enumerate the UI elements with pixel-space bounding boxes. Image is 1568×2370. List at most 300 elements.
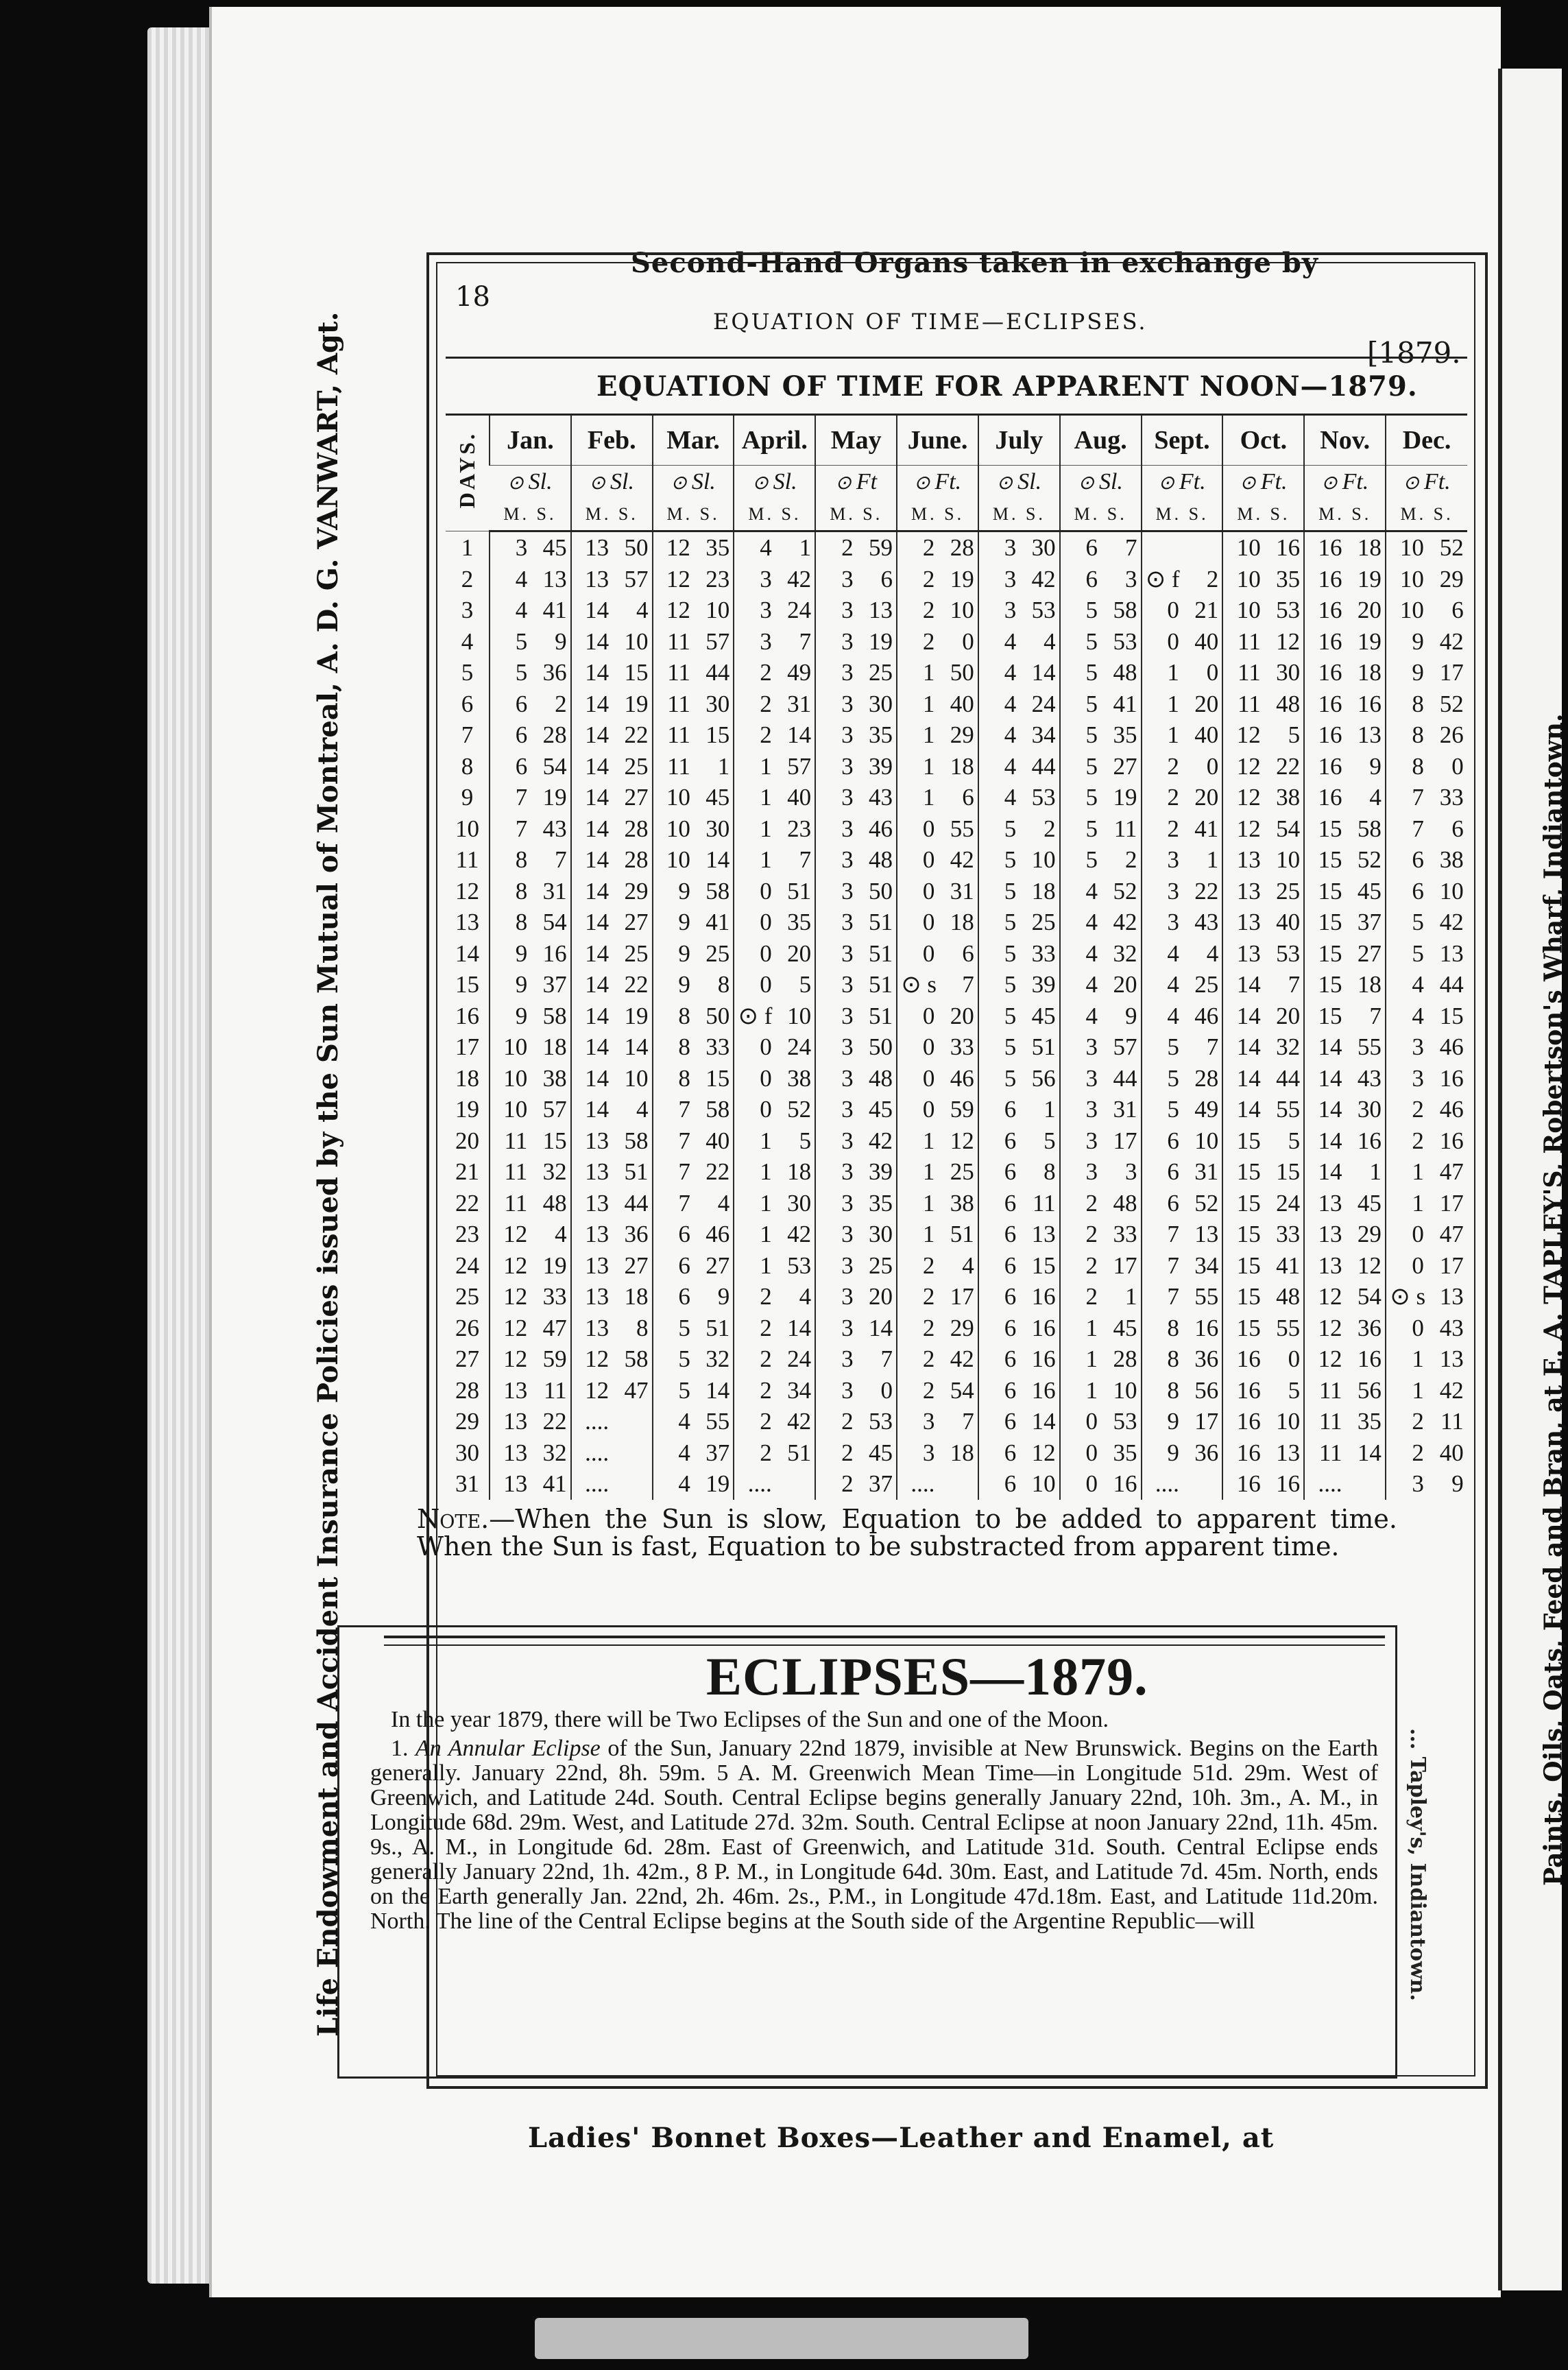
seconds-value: 28 (542, 721, 567, 749)
minutes-value: 2 (922, 1376, 935, 1404)
minutes-value: 12 (1236, 784, 1261, 811)
table-row (446, 1375, 1467, 1407)
seconds-value: 51 (787, 1439, 812, 1466)
seconds-value: 56 (1194, 1376, 1219, 1404)
seconds-value: 4 (636, 1096, 649, 1123)
minutes-value: 3 (1085, 1158, 1098, 1186)
seconds-value: 45 (1031, 1002, 1056, 1029)
equation-cell (571, 1063, 653, 1094)
minutes-value: 4 (1085, 1002, 1098, 1029)
equation-cell (815, 751, 897, 782)
equation-cell (653, 938, 734, 970)
month-header: Feb. (571, 416, 653, 466)
day-cell: 23 (455, 1221, 479, 1248)
equation-cell (490, 689, 571, 720)
minutes-value: 15 (1236, 1314, 1261, 1341)
minutes-value: .... (585, 1470, 610, 1498)
equation-cell (897, 1468, 978, 1500)
minutes-value: 1 (1085, 1376, 1098, 1404)
minutes-value: 14 (585, 1002, 610, 1029)
equation-cell (978, 1437, 1060, 1469)
seconds-value: 35 (1357, 1408, 1382, 1435)
equation-cell (978, 1250, 1060, 1282)
seconds-value: 0 (962, 627, 974, 655)
equation-cell (978, 907, 1060, 938)
minutes-value: 15 (1318, 1002, 1342, 1029)
seconds-value: 37 (868, 1470, 893, 1498)
seconds-value: 10 (705, 597, 730, 624)
seconds-value: 10 (787, 1002, 812, 1029)
minutes-value: 9 (1412, 659, 1424, 686)
seconds-value: 39 (1031, 971, 1056, 998)
seconds-value: 51 (624, 1158, 649, 1186)
equation-cell (1060, 626, 1142, 658)
seconds-value: 13 (868, 597, 893, 624)
equation-cell (1060, 938, 1142, 970)
seconds-value: 10 (1276, 846, 1301, 874)
sun-status-header (815, 466, 897, 499)
equation-cell (571, 1375, 653, 1407)
equation-cell (897, 531, 978, 564)
minutes-value: 2 (760, 721, 772, 749)
minutes-value: 0 (760, 1064, 772, 1092)
equation-cell (490, 1219, 571, 1250)
seconds-value: 5 (799, 971, 812, 998)
equation-cell (1386, 1375, 1467, 1407)
minutes-value: 3 (841, 1283, 854, 1310)
seconds-value: 51 (868, 971, 893, 998)
minutes-value: 11 (1318, 1376, 1342, 1404)
minutes-value: 14 (1236, 1064, 1261, 1092)
seconds-value: 1 (1124, 1283, 1137, 1310)
seconds-value: 59 (542, 1345, 567, 1373)
equation-cell (1142, 1188, 1223, 1219)
minutes-value: 3 (841, 597, 854, 624)
minutes-value: 5 (1004, 1033, 1017, 1061)
minutes-value: 5 (1004, 815, 1017, 842)
sun-icon: ⊙ (589, 472, 610, 494)
minutes-value: 5 (1085, 721, 1098, 749)
seconds-value: 32 (1113, 939, 1137, 967)
minutes-value: 3 (841, 1002, 854, 1029)
month-header: April. (734, 416, 815, 466)
seconds-value: 10 (1439, 877, 1464, 905)
seconds-value: 13 (1357, 721, 1382, 749)
equation-cell (1222, 1031, 1304, 1063)
seconds-value: 10 (624, 1064, 649, 1092)
seconds-value: 52 (1439, 534, 1464, 562)
equation-cell (1304, 1468, 1386, 1500)
equation-cell (897, 1437, 978, 1469)
equation-cell (653, 719, 734, 751)
equation-cell (978, 1188, 1060, 1219)
seconds-value: 48 (1276, 1283, 1301, 1310)
equation-cell (1304, 1031, 1386, 1063)
seconds-value: 35 (868, 1189, 893, 1217)
seconds-value: 39 (868, 752, 893, 780)
minutes-value: 10 (1236, 534, 1261, 562)
minutes-value: 0 (922, 815, 935, 842)
seconds-value: 52 (787, 1096, 812, 1123)
day-cell: 15 (455, 971, 479, 998)
minutes-value: 2 (841, 1470, 854, 1498)
minutes-value: 5 (1085, 752, 1098, 780)
seconds-value: 22 (542, 1408, 567, 1435)
seconds-value: 9 (1451, 1470, 1464, 1498)
minutes-value: 0 (1085, 1408, 1098, 1435)
minutes-value: 2 (922, 1283, 935, 1310)
seconds-value: 15 (542, 1127, 567, 1154)
seconds-value: 33 (1439, 784, 1464, 811)
minutes-value: 8 (1412, 721, 1424, 749)
seconds-value: 40 (1194, 627, 1219, 655)
seconds-value: 15 (624, 659, 649, 686)
minutes-value: 0 (1412, 1252, 1424, 1279)
equation-cell (1142, 1468, 1223, 1500)
minutes-value: 7 (1167, 1221, 1179, 1248)
minutes-value: 1 (922, 721, 935, 749)
minutes-value: 15 (1236, 1127, 1261, 1154)
seconds-value: 55 (950, 815, 974, 842)
equation-cell (734, 595, 815, 626)
equation-cell (1304, 1125, 1386, 1157)
seconds-value: 2 (1044, 815, 1056, 842)
seconds-value: 53 (1113, 1408, 1137, 1435)
seconds-value: 20 (1194, 784, 1219, 811)
minutes-value: 11 (504, 1127, 528, 1154)
seconds-value: 57 (542, 1096, 567, 1123)
table-row (446, 1406, 1467, 1437)
minutes-value: 3 (841, 690, 854, 717)
sun-status-header (1222, 466, 1304, 499)
minutes-value: 3 (841, 877, 854, 905)
minutes-value: 10 (1236, 565, 1261, 592)
seconds-value: 59 (868, 534, 893, 562)
seconds-value: 19 (1113, 784, 1137, 811)
sun-icon: ⊙ (671, 472, 692, 494)
equation-cell (815, 1001, 897, 1032)
minutes-value: 14 (585, 721, 610, 749)
day-cell: 13 (455, 909, 479, 936)
seconds-value: 41 (1113, 690, 1137, 717)
seconds-value: 10 (1031, 1470, 1056, 1498)
equation-cell (897, 1031, 978, 1063)
eclipse-item (370, 1736, 1378, 1934)
equation-cell (1304, 1250, 1386, 1282)
minutes-value: 4 (678, 1439, 690, 1466)
day-cell: 6 (461, 690, 474, 717)
seconds-value: 33 (950, 1033, 974, 1061)
equation-cell (1222, 1281, 1304, 1313)
equation-cell (571, 1125, 653, 1157)
seconds-value: 18 (950, 909, 974, 936)
minutes-value: 11 (1238, 690, 1261, 717)
minutes-value: 14 (585, 939, 610, 967)
minutes-value: 5 (1085, 627, 1098, 655)
minutes-value: 2 (760, 1314, 772, 1341)
equation-cell (815, 1343, 897, 1375)
minutes-value: 5 (1167, 1064, 1179, 1092)
equation-cell (1222, 626, 1304, 658)
equation-cell (897, 719, 978, 751)
minutes-value: 10 (666, 846, 690, 874)
table-row (446, 657, 1467, 689)
seconds-value: 13 (1276, 1439, 1301, 1466)
equation-cell (897, 844, 978, 876)
seconds-value: 0 (1288, 1345, 1301, 1373)
seconds-value: 48 (1276, 690, 1301, 717)
equation-cell (734, 657, 815, 689)
minutes-value: 13 (585, 1158, 610, 1186)
equation-cell (897, 907, 978, 938)
equation-cell (978, 564, 1060, 595)
seconds-value: 14 (705, 1376, 730, 1404)
equation-cell (815, 657, 897, 689)
minutes-value: 1 (922, 752, 935, 780)
equation-cell (897, 1001, 978, 1032)
seconds-value: 36 (624, 1221, 649, 1248)
minutes-value: 15 (1318, 815, 1342, 842)
table-row (446, 626, 1467, 658)
seconds-value: 46 (868, 815, 893, 842)
minutes-value: 10 (1399, 565, 1424, 592)
equation-cell (978, 1125, 1060, 1157)
equation-cell (815, 1125, 897, 1157)
seconds-value: 10 (624, 627, 649, 655)
equation-cell (571, 626, 653, 658)
sun-icon: ⊙ (1403, 472, 1424, 494)
minutes-value: 16 (1318, 565, 1342, 592)
equation-cell (571, 1031, 653, 1063)
minutes-value: 2 (760, 1376, 772, 1404)
equation-cell (653, 1125, 734, 1157)
minutes-value: 7 (1167, 1283, 1179, 1310)
seconds-value: 16 (1276, 1470, 1301, 1498)
equation-cell (571, 1001, 653, 1032)
equation-cell (490, 782, 571, 813)
minutes-value: 6 (1085, 534, 1098, 562)
equation-cell (1222, 1437, 1304, 1469)
minutes-value: 4 (1167, 1002, 1179, 1029)
equation-cell (1222, 1313, 1304, 1344)
minutes-value: 9 (1412, 627, 1424, 655)
seconds-value: 13 (542, 565, 567, 592)
equation-cell (1386, 564, 1467, 595)
seconds-value: 19 (624, 1002, 649, 1029)
minutes-value: 15 (1318, 971, 1342, 998)
seconds-value: 3 (1124, 1158, 1137, 1186)
seconds-value: 36 (1194, 1345, 1219, 1373)
seconds-value: 30 (868, 1221, 893, 1248)
seconds-value: 53 (1031, 784, 1056, 811)
equation-cell (978, 719, 1060, 751)
equation-cell (1304, 1219, 1386, 1250)
minutes-value: 11 (667, 752, 690, 780)
table-row (446, 1250, 1467, 1282)
minutes-value: 6 (1004, 1096, 1017, 1123)
equation-cell (571, 938, 653, 970)
equation-cell (978, 1406, 1060, 1437)
seconds-value: 31 (950, 877, 974, 905)
sun-status-label: Ft. (934, 469, 962, 494)
seconds-value: 42 (787, 1221, 812, 1248)
minutes-value: 10 (666, 815, 690, 842)
minutes-value: 6 (1004, 1221, 1017, 1248)
equation-cell (815, 1219, 897, 1250)
equation-cell (653, 1468, 734, 1500)
seconds-value: 35 (787, 909, 812, 936)
table-row (446, 907, 1467, 938)
minutes-value: 1 (760, 1252, 772, 1279)
minutes-seconds-header: M. S. (978, 499, 1060, 531)
seconds-value: 20 (868, 1283, 893, 1310)
equation-cell (897, 1094, 978, 1125)
equation-cell (1386, 969, 1467, 1001)
seconds-value: 35 (1276, 565, 1301, 592)
sun-status-header (571, 466, 653, 499)
minutes-value: 1 (760, 752, 772, 780)
minutes-value: 5 (678, 1345, 690, 1373)
seconds-value: 13 (1031, 1221, 1056, 1248)
table-row (446, 1468, 1467, 1500)
equation-cell (571, 689, 653, 720)
equation-cell (734, 1156, 815, 1188)
minutes-value: 3 (841, 1064, 854, 1092)
minutes-value: 3 (1167, 877, 1179, 905)
minutes-value: 1 (922, 1221, 935, 1248)
equation-cell (897, 1188, 978, 1219)
equation-cell (1060, 1094, 1142, 1125)
minutes-value: 4 (678, 1408, 690, 1435)
equation-cell (978, 626, 1060, 658)
minutes-value: 1 (922, 784, 935, 811)
seconds-value: 57 (1113, 1033, 1137, 1061)
minutes-value: 14 (585, 971, 610, 998)
minutes-value: 13 (585, 1314, 610, 1341)
equation-cell (490, 1094, 571, 1125)
seconds-value: 25 (868, 659, 893, 686)
minutes-value: 6 (678, 1221, 690, 1248)
equation-cell (1304, 813, 1386, 845)
seconds-value: 9 (1124, 1002, 1137, 1029)
equation-cell (1304, 1094, 1386, 1125)
seconds-value: 31 (787, 690, 812, 717)
equation-cell (571, 876, 653, 907)
seconds-value: 13 (1439, 1283, 1464, 1310)
minutes-value: 2 (922, 565, 935, 592)
equation-cell (571, 1156, 653, 1188)
minutes-value: 13 (585, 534, 610, 562)
seconds-value: 19 (624, 690, 649, 717)
sun-icon: ⊙ (996, 472, 1018, 494)
table-row (446, 564, 1467, 595)
equation-cell (490, 876, 571, 907)
equation-cell (978, 1031, 1060, 1063)
minutes-value: 11 (504, 1189, 528, 1217)
seconds-value: 58 (705, 877, 730, 905)
day-cell: 9 (461, 784, 474, 811)
minutes-value: 3 (760, 565, 772, 592)
minutes-value: 3 (841, 1158, 854, 1186)
minutes-value: 3 (760, 597, 772, 624)
seconds-value: 25 (705, 939, 730, 967)
minutes-value: 6 (1004, 1439, 1017, 1466)
seconds-value: 4 (555, 1221, 567, 1248)
equation-cell (815, 1156, 897, 1188)
equation-cell (815, 1406, 897, 1437)
equation-cell (653, 564, 734, 595)
equation-cell (653, 876, 734, 907)
equation-cell (1386, 1281, 1467, 1313)
equation-cell (1304, 626, 1386, 658)
equation-cell (1142, 969, 1223, 1001)
minutes-value: 2 (1167, 784, 1179, 811)
day-cell: 28 (455, 1376, 479, 1404)
minutes-value: 5 (1085, 815, 1098, 842)
equation-cell (653, 1343, 734, 1375)
equation-cell (1060, 1031, 1142, 1063)
bottom-advert: Ladies' Bonnet Boxes—Leather and Enamel, at (528, 2122, 1275, 2154)
seconds-value: 11 (1113, 815, 1137, 842)
day-cell: 29 (455, 1408, 479, 1435)
equation-cell (897, 657, 978, 689)
minutes-value: 4 (678, 1470, 690, 1498)
day-cell: 8 (461, 752, 474, 780)
minutes-value: 1 (922, 1127, 935, 1154)
equation-cell (897, 1156, 978, 1188)
seconds-value: 28 (1194, 1064, 1219, 1092)
seconds-value: 51 (950, 1221, 974, 1248)
minutes-value: 6 (1004, 1345, 1017, 1373)
equation-cell (734, 1437, 815, 1469)
minutes-value: 3 (841, 565, 854, 592)
minutes-value: 3 (841, 1345, 854, 1373)
minutes-value: 6 (1167, 1189, 1179, 1217)
minutes-value: 6 (678, 1283, 690, 1310)
seconds-value: 12 (1357, 1252, 1382, 1279)
running-head: EQUATION OF TIME—ECLIPSES. (713, 309, 1148, 335)
equation-cell (1386, 751, 1467, 782)
equation-cell (897, 813, 978, 845)
sun-icon: ⊙ (752, 472, 773, 494)
seconds-value: 17 (1439, 1252, 1464, 1279)
seconds-value: 19 (1357, 565, 1382, 592)
day-cell: 24 (455, 1252, 479, 1279)
minutes-value: 13 (1236, 909, 1261, 936)
sun-status-label: Ft (856, 469, 878, 494)
seconds-value: 10 (950, 597, 974, 624)
minutes-value: 7 (1412, 815, 1424, 842)
seconds-value: 55 (1276, 1096, 1301, 1123)
seconds-value: 16 (1439, 1064, 1464, 1092)
equation-cell (978, 1313, 1060, 1344)
equation-cell (1386, 1437, 1467, 1469)
seconds-value: 51 (868, 939, 893, 967)
seconds-value: 14 (1031, 1408, 1056, 1435)
equation-cell (1304, 969, 1386, 1001)
equation-cell (571, 813, 653, 845)
seconds-value: 4 (1206, 939, 1219, 967)
minutes-value: 4 (1004, 690, 1017, 717)
equation-cell (653, 813, 734, 845)
equation-cell (653, 595, 734, 626)
seconds-value: 47 (624, 1376, 649, 1404)
equation-cell (1222, 1375, 1304, 1407)
seconds-value: 33 (542, 1283, 567, 1310)
minutes-value: 16 (1318, 690, 1342, 717)
table-row (446, 719, 1467, 751)
equation-cell (1060, 689, 1142, 720)
